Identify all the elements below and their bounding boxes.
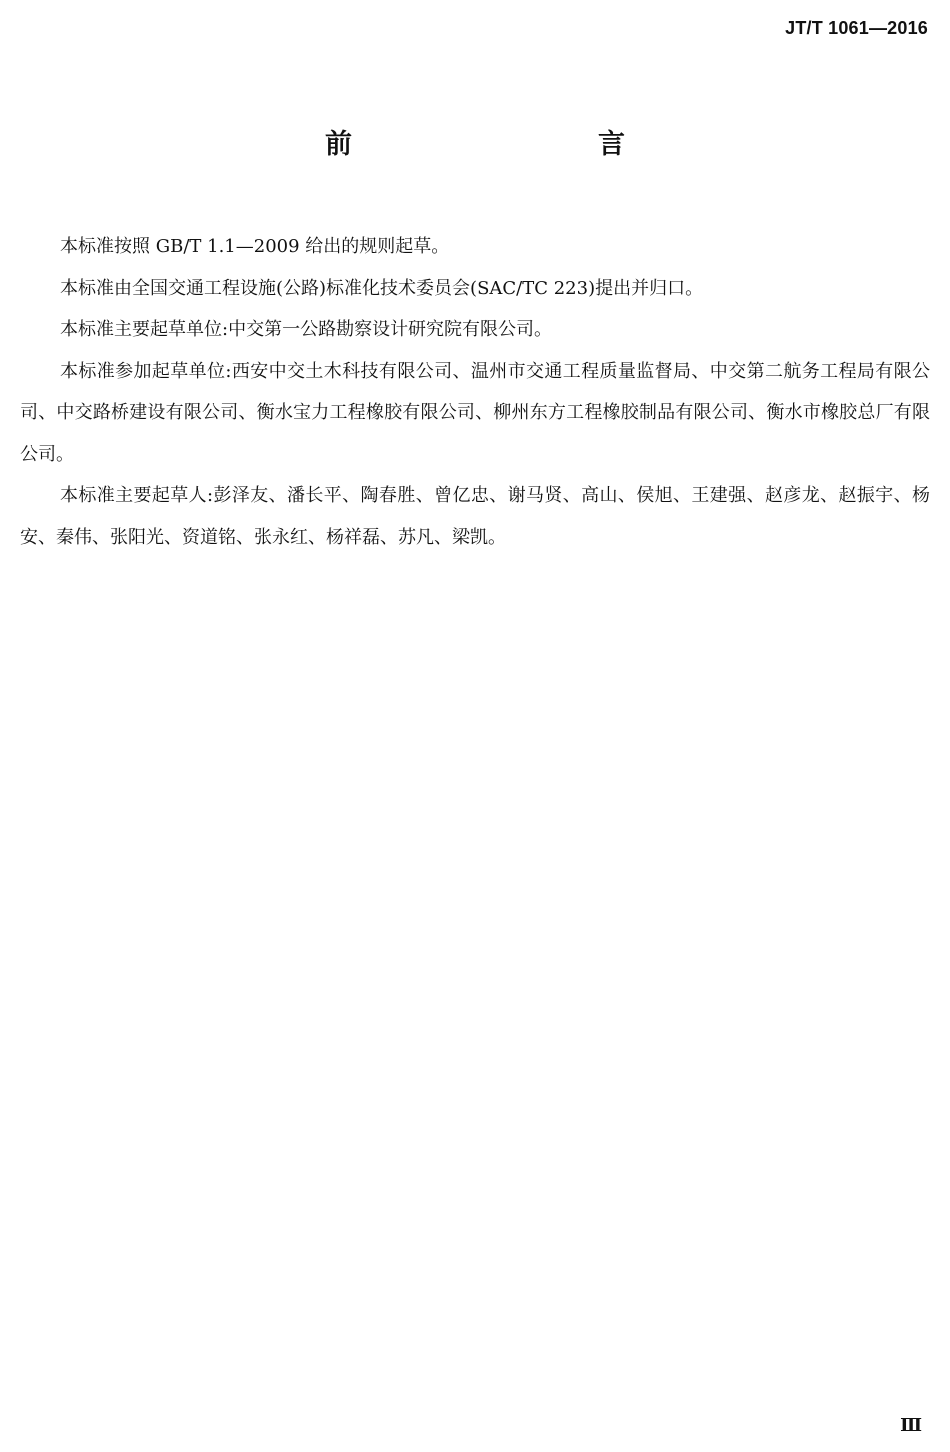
paragraph-proposer: 本标准由全国交通工程设施(公路)标准化技术委员会(SAC/TC 223)提出并归口。 (60, 277, 704, 299)
page-number: Ⅲ (900, 1415, 922, 1436)
foreword-body (20, 226, 930, 558)
standard-code: JT/T 1061—2016 (785, 18, 928, 38)
page-title: 前 言 (325, 129, 689, 160)
paragraph-main-drafting-unit: 本标准主要起草单位:中交第一公路勘察设计研究院有限公司。 (60, 319, 553, 340)
paragraph-participating-units: 本标准参加起草单位:西安中交土木科技有限公司、温州市交通工程质量监督局、中交第二航务工程局有限公司、中交路桥建设有限公司、衡水宝力工程橡胶有限公司、柳州东方工程橡胶制品有限公司、衡水市橡胶总厂有限公司。 (20, 360, 930, 465)
paragraph-main-drafters: 本标准主要起草人:彭泽友、潘长平、陶春胜、曾亿忠、谢马贤、高山、侯旭、王建强、赵彦龙、赵振宇、杨安、秦伟、张阳光、资道铭、张永红、杨祥磊、苏凡、梁凯。 (20, 485, 930, 548)
paragraph-drafting-rules: 本标准按照 GB/T 1.1—2009 给出的规则起草。 (60, 236, 450, 257)
